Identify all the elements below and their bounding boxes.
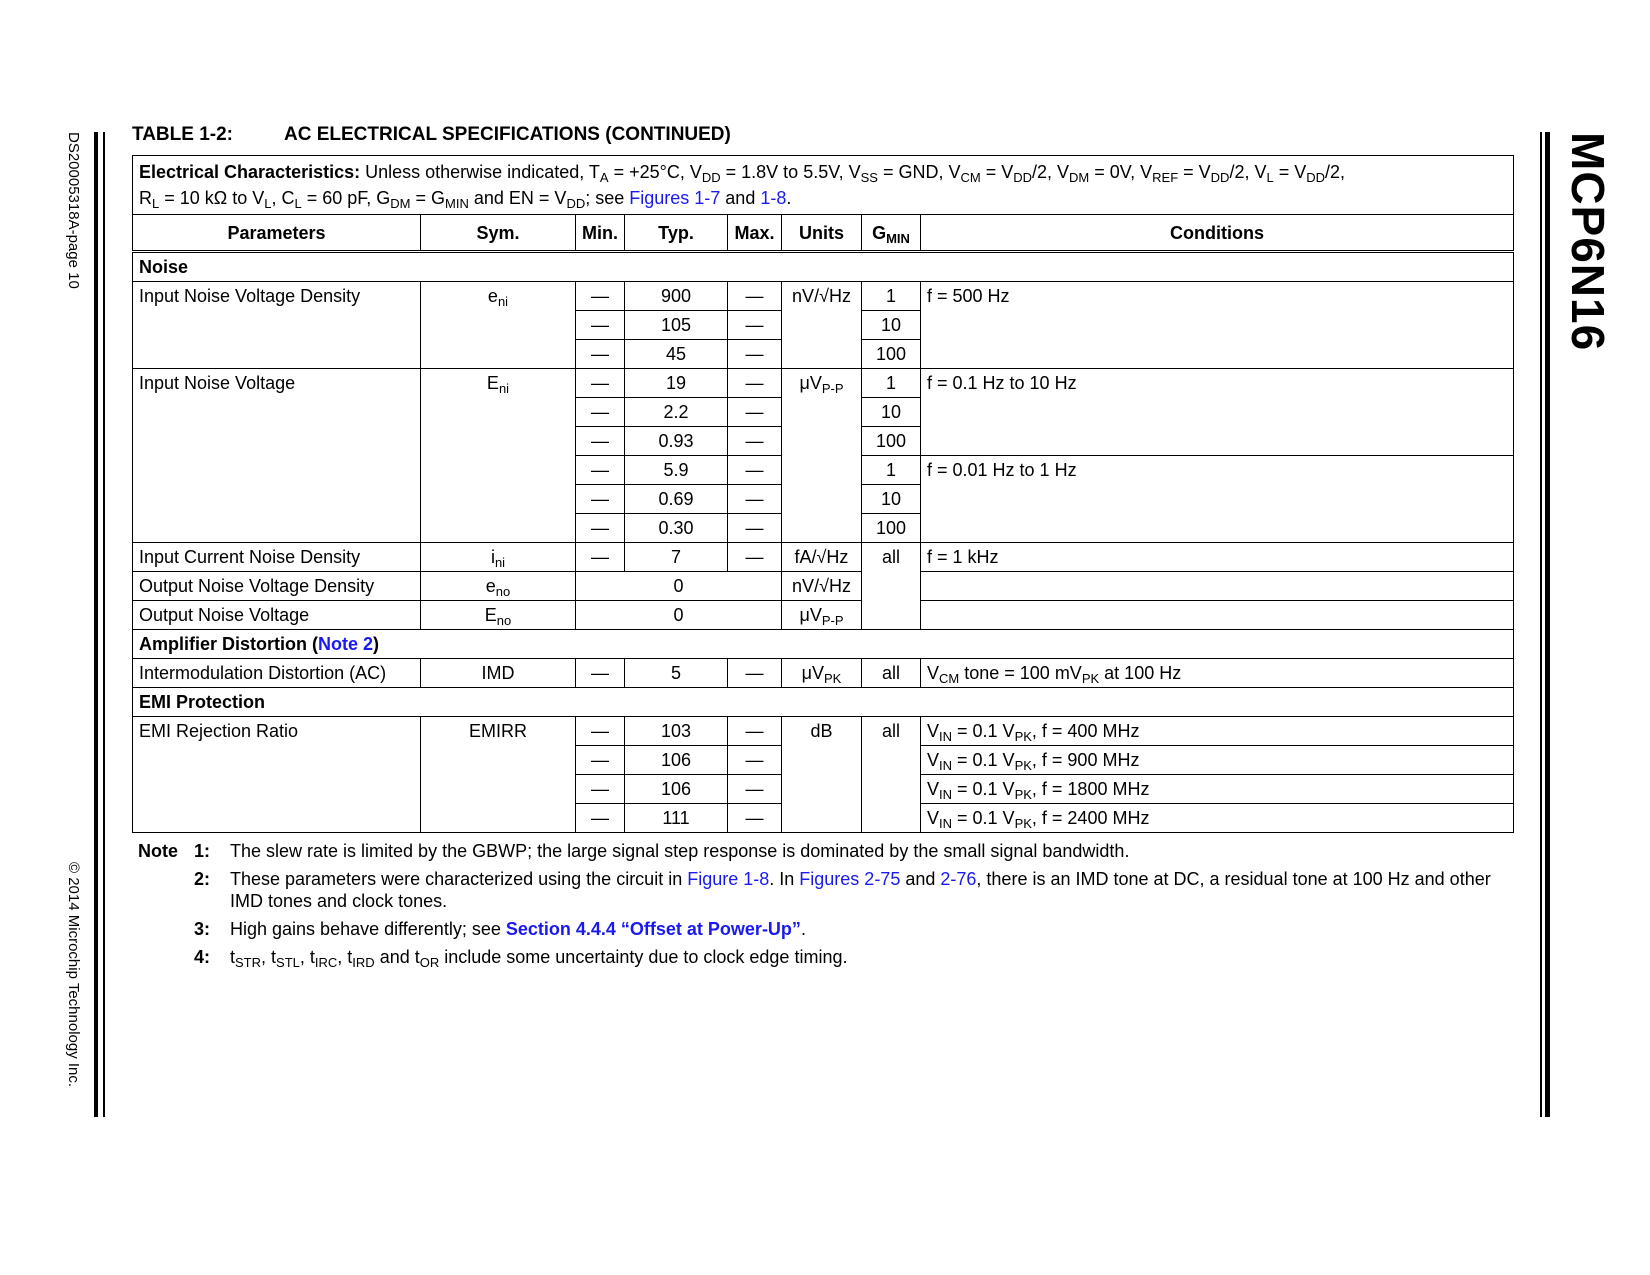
param-label: Output Noise Voltage Density xyxy=(133,572,421,601)
section-emi: EMI Protection xyxy=(133,688,1514,717)
min-value: — xyxy=(576,398,625,427)
table-row xyxy=(133,659,1514,688)
units: nV/√Hz xyxy=(782,572,862,601)
condition: f = 1 kHz xyxy=(921,543,1514,572)
min-value: — xyxy=(576,804,625,833)
table-row xyxy=(133,601,1514,630)
header-conditions: Conditions xyxy=(921,215,1514,252)
units: $\mu V_{P-P}$ xyxy=(782,369,862,543)
condition: $V_{IN} = 0.1$ $V_{PK}$, f = 900 MHz xyxy=(921,746,1514,775)
figure-2-76-link[interactable]: 2-76 xyxy=(940,869,977,889)
units: fA/√Hz xyxy=(782,543,862,572)
typ-value: 0 xyxy=(576,601,782,630)
doc-page-label: DS20005318A-page 10 xyxy=(65,132,82,289)
min-value: — xyxy=(576,543,625,572)
header-max: Max. xyxy=(728,215,782,252)
gmin-value: 10 xyxy=(862,485,921,514)
units: $\mu V_{PK}$ xyxy=(782,659,862,688)
section-distortion: Amplifier Distortion (Note 2) xyxy=(133,630,1514,659)
min-value: — xyxy=(576,282,625,311)
typ-value: 106 xyxy=(625,775,728,804)
gmin-value: all xyxy=(862,717,921,833)
typ-value: 2.2 xyxy=(625,398,728,427)
min-value: — xyxy=(576,717,625,746)
units: nV/√Hz xyxy=(782,282,862,369)
note-number: 2: xyxy=(193,869,210,889)
table-row xyxy=(133,282,1514,311)
condition xyxy=(921,601,1514,630)
table-row xyxy=(133,543,1514,572)
min-value: — xyxy=(576,775,625,804)
typ-value: 0.30 xyxy=(625,514,728,543)
table-row xyxy=(133,717,1514,746)
typ-value: 0 xyxy=(576,572,782,601)
table-notes xyxy=(138,840,1508,974)
note-number: 4: xyxy=(193,947,210,967)
symbol: $e_{no}$ xyxy=(421,572,576,601)
param-label: Intermodulation Distortion (AC) xyxy=(133,659,421,688)
note-1: Note 1: The slew rate is limited by the GBWP; the large signal step response is dominated by the small signal bandwidth. xyxy=(138,841,1130,861)
table-caption xyxy=(132,124,731,146)
gmin-value: all xyxy=(862,659,921,688)
caption-id: TABLE 1-2: xyxy=(132,124,233,145)
header-gmin: $G_{MIN}$ xyxy=(862,215,921,252)
min-value: — xyxy=(576,456,625,485)
right-rule-thin xyxy=(1540,132,1542,1117)
symbol: $E_{ni}$ xyxy=(421,369,576,543)
min-value: — xyxy=(576,746,625,775)
units: $\mu V_{P-P}$ xyxy=(782,601,862,630)
electrical-characteristics: Electrical Characteristics: Unless otherwise indicated, $T_A = +25^\circ C$, $V_{DD} = 1.8V$ to 5.5V, $V_{SS}$ = GND, $V_{CM} = V_{DD}/2$, $V_{DM} = 0V$, $V_{REF} = V_{DD}/2$, $V_L = V_{DD}/2$, $R_L = 10$ kΩ to $V_L$, $C_L = 60$ pF, $G_{DM} = G_{MIN}$ and EN = $V_{DD}$; see Figures 1-7 and 1-8. xyxy=(133,156,1514,215)
max-value: — xyxy=(728,427,782,456)
header-sym: Sym. xyxy=(421,215,576,252)
symbol: $e_{ni}$ xyxy=(421,282,576,369)
max-value: — xyxy=(728,456,782,485)
header-units: Units xyxy=(782,215,862,252)
section-row xyxy=(133,688,1514,717)
min-value: — xyxy=(576,340,625,369)
gmin-value: 100 xyxy=(862,514,921,543)
section-noise: Noise xyxy=(133,252,1514,282)
condition: $V_{IN} = 0.1$ $V_{PK}$, f = 2400 MHz xyxy=(921,804,1514,833)
left-rule-thick xyxy=(94,132,98,1117)
gmin-value: 1 xyxy=(862,369,921,398)
max-value: — xyxy=(728,543,782,572)
param-label: Input Current Noise Density xyxy=(133,543,421,572)
param-label: Output Noise Voltage xyxy=(133,601,421,630)
max-value: — xyxy=(728,514,782,543)
min-value: — xyxy=(576,369,625,398)
symbol: $E_{no}$ xyxy=(421,601,576,630)
gmin-value: all xyxy=(862,543,921,630)
max-value: — xyxy=(728,398,782,427)
min-value: — xyxy=(576,514,625,543)
note-2: 2: These parameters were characterized using the circuit in Figure 1-8. In Figures 2-75 and 2-76, there is an IMD tone at DC, a residual tone at 100 Hz and other IMD tones and clock tones. xyxy=(138,868,1508,912)
header-parameters: Parameters xyxy=(133,215,421,252)
section-row xyxy=(133,252,1514,282)
typ-value: 111 xyxy=(625,804,728,833)
max-value: — xyxy=(728,775,782,804)
min-value: — xyxy=(576,659,625,688)
param-label: Input Noise Voltage Density xyxy=(133,282,421,369)
max-value: — xyxy=(728,369,782,398)
condition: f = 500 Hz xyxy=(921,282,1514,369)
gmin-value: 100 xyxy=(862,340,921,369)
typ-value: 105 xyxy=(625,311,728,340)
min-value: — xyxy=(576,485,625,514)
units: dB xyxy=(782,717,862,833)
table-row xyxy=(133,572,1514,601)
max-value: — xyxy=(728,717,782,746)
figures-1-7-link[interactable]: Figures 1-7 xyxy=(629,188,721,208)
section-4-4-4-link[interactable]: Section 4.4.4 “Offset at Power-Up” xyxy=(505,919,801,939)
left-rule-thin xyxy=(103,132,105,1117)
note-3: 3: High gains behave differently; see Section 4.4.4 “Offset at Power-Up”. xyxy=(138,918,1508,940)
typ-value: 900 xyxy=(625,282,728,311)
timing-symbols: $t_{STR}$, $t_{STL}$, $t_{IRC}$, $t_{IRD}$ and $t_{OR}$ xyxy=(230,947,440,970)
condition: f = 0.01 Hz to 1 Hz xyxy=(921,456,1514,543)
typ-value: 103 xyxy=(625,717,728,746)
typ-value: 5.9 xyxy=(625,456,728,485)
copyright-label: © 2014 Microchip Technology Inc. xyxy=(65,862,82,1088)
typ-value: 0.93 xyxy=(625,427,728,456)
note-word: Note xyxy=(138,841,178,861)
max-value: — xyxy=(728,311,782,340)
max-value: — xyxy=(728,340,782,369)
condition xyxy=(921,572,1514,601)
symbol: IMD xyxy=(421,659,576,688)
condition: f = 0.1 Hz to 10 Hz xyxy=(921,369,1514,456)
max-value: — xyxy=(728,485,782,514)
condition: $V_{CM}$ tone = 100 $mV_{PK}$ at 100 Hz xyxy=(921,659,1514,688)
gmin-value: 100 xyxy=(862,427,921,456)
typ-value: 19 xyxy=(625,369,728,398)
note-number: 1: xyxy=(193,841,210,861)
typ-value: 5 xyxy=(625,659,728,688)
header-min: Min. xyxy=(576,215,625,252)
figure-1-8-link[interactable]: 1-8 xyxy=(760,188,787,208)
figure-1-8-link[interactable]: Figure 1-8 xyxy=(687,869,770,889)
max-value: — xyxy=(728,746,782,775)
caption-name: AC ELECTRICAL SPECIFICATIONS (CONTINUED) xyxy=(284,124,731,145)
gmin-value: 1 xyxy=(862,456,921,485)
figures-2-75-link[interactable]: Figures 2-75 xyxy=(799,869,901,889)
note-number: 3: xyxy=(193,919,210,939)
typ-value: 45 xyxy=(625,340,728,369)
header-typ: Typ. xyxy=(625,215,728,252)
condition: $V_{IN} = 0.1$ $V_{PK}$, f = 1800 MHz xyxy=(921,775,1514,804)
gmin-value: 1 xyxy=(862,282,921,311)
symbol: $i_{ni}$ xyxy=(421,543,576,572)
typ-value: 7 xyxy=(625,543,728,572)
max-value: — xyxy=(728,804,782,833)
gmin-value: 10 xyxy=(862,398,921,427)
note-4: 4: $t_{STR}$, $t_{STL}$, $t_{IRC}$, $t_{IRD}$ and $t_{OR}$ include some uncertainty due to clock edge timing. xyxy=(138,946,1508,968)
max-value: — xyxy=(728,282,782,311)
max-value: — xyxy=(728,659,782,688)
typ-value: 0.69 xyxy=(625,485,728,514)
typ-value: 106 xyxy=(625,746,728,775)
param-label: EMI Rejection Ratio xyxy=(133,717,421,833)
ac-spec-table xyxy=(132,155,1514,833)
param-label: Input Noise Voltage xyxy=(133,369,421,543)
min-value: — xyxy=(576,311,625,340)
right-rule-thick xyxy=(1545,132,1550,1117)
symbol: EMIRR xyxy=(421,717,576,833)
table-row xyxy=(133,369,1514,398)
gmin-value: 10 xyxy=(862,311,921,340)
section-row xyxy=(133,630,1514,659)
condition: $V_{IN} = 0.1$ $V_{PK}$, f = 400 MHz xyxy=(921,717,1514,746)
table-header-row xyxy=(133,215,1514,252)
note-2-link[interactable]: Note 2 xyxy=(318,634,374,654)
min-value: — xyxy=(576,427,625,456)
